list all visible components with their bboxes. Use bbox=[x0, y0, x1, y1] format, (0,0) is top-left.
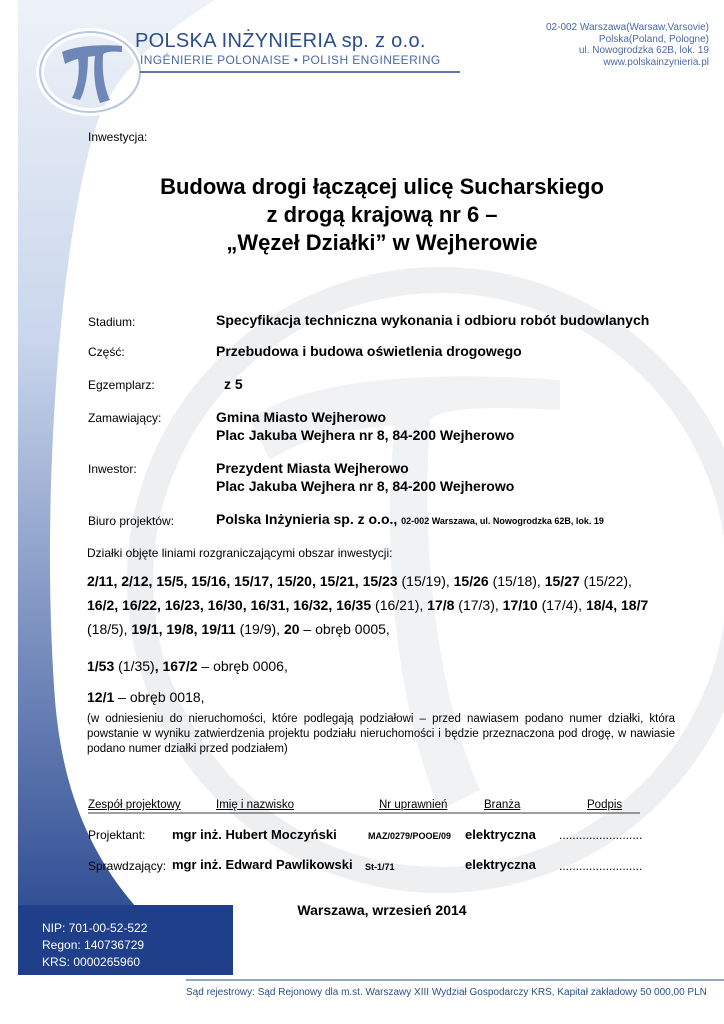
registry-info: Sąd rejestrowy: Sąd Rejonowy dla m.st. Warszawy XIII Wydział Gospodarczy KRS, Kapitał zakładowy 50 000,00 PLN bbox=[186, 987, 707, 998]
parcels-line-1: 2/11, 2/12, 15/5, 15/16, 15/17, 15/20, 15/21, 15/23 (15/19), 15/26 (15/18), 15/27 (15/22), bbox=[87, 573, 632, 589]
designer-branch: elektryczna bbox=[465, 827, 536, 842]
team-header-license: Nr uprawnień bbox=[379, 799, 448, 811]
office-label: Biuro projektów: bbox=[88, 514, 175, 528]
designer-name: mgr inż. Hubert Moczyński bbox=[172, 827, 337, 842]
copy-label: Egzemplarz: bbox=[88, 378, 155, 392]
krs: KRS: 0000265960 bbox=[42, 955, 141, 969]
investor-label: Inwestor: bbox=[88, 462, 137, 476]
stadium-label: Stadium: bbox=[88, 315, 136, 329]
checker-name: mgr inż. Edward Pawlikowski bbox=[172, 857, 353, 872]
parcels-line-4: 1/53 (1/35), 167/2 – obręb 0006, bbox=[87, 658, 288, 674]
company-tagline: INGÉNIERIE POLONAISE • POLISH ENGINEERING bbox=[140, 53, 441, 67]
part-value: Przebudowa i budowa oświetlenia drogowego bbox=[216, 343, 522, 359]
company-registration bbox=[42, 920, 147, 971]
client-address: Plac Jakuba Wejhera nr 8, 84-200 Wejherowo bbox=[216, 427, 515, 443]
nip: NIP: 701-00-52-522 bbox=[42, 921, 148, 935]
header-address bbox=[546, 22, 709, 68]
regon: Regon: 140736729 bbox=[42, 938, 145, 952]
investor-name: Prezydent Miasta Wejherowo bbox=[216, 460, 409, 476]
office-value bbox=[216, 511, 604, 527]
designer-license: MAZ/0279/POOE/09 bbox=[368, 831, 452, 841]
parcels-note: (w odniesieniu do nieruchomości, które podlegają podziałowi – przed nawiasem podano numer działki, która powstanie w wyniku zatwierdzenia projektu podziału nieruchomości i będzie przeznaczona pod drogę, w nawiasie podano numer działki przed podziałem) bbox=[87, 713, 675, 755]
title-line-3: „Węzeł Działki” w Wejherowie bbox=[226, 230, 538, 255]
designer-signature: ......................... bbox=[559, 828, 643, 842]
title-line-1: Budowa drogi łączącej ulicę Sucharskiego bbox=[160, 174, 604, 199]
client-name: Gmina Miasto Wejherowo bbox=[216, 409, 387, 425]
client-label: Zamawiający: bbox=[88, 411, 162, 425]
investment-label: Inwestycja: bbox=[88, 130, 148, 144]
office-address: 02-002 Warszawa, ul. Nowogrodzka 62B, lok. 19 bbox=[401, 516, 604, 526]
team-header-branch: Branża bbox=[484, 799, 521, 811]
checker-role: Sprawdzający: bbox=[88, 859, 167, 873]
parcels-intro: Działki objęte liniami rozgraniczającymi obszar inwestycji: bbox=[87, 546, 393, 560]
team-header-name: Imię i nazwisko bbox=[216, 799, 294, 811]
address-website[interactable]: www.polskainzynieria.pl bbox=[603, 56, 709, 68]
title-line-2: z drogą krajową nr 6 – bbox=[266, 202, 498, 227]
checker-license: St-1/71 bbox=[365, 862, 395, 872]
investor-address: Plac Jakuba Wejhera nr 8, 84-200 Wejherowo bbox=[216, 478, 515, 494]
copy-value: z 5 bbox=[224, 376, 243, 392]
part-label: Część: bbox=[88, 345, 125, 359]
document-title bbox=[90, 173, 674, 257]
parcels-line-5: 12/1 – obręb 0018, bbox=[87, 689, 205, 705]
parcels-line-3: (18/5), 19/1, 19/8, 19/11 (19/9), 20 – obręb 0005, bbox=[87, 621, 390, 637]
stadium-value: Specyfikacja techniczna wykonania i odbioru robót budowlanych bbox=[216, 312, 650, 328]
checker-signature: ......................... bbox=[559, 859, 643, 873]
parcels-list bbox=[87, 569, 687, 641]
address-line-2: Polska(Poland, Pologne) bbox=[598, 33, 709, 45]
parcels-line-2: 16/2, 16/22, 16/23, 16/30, 16/31, 16/32, 16/35 (16/21), 17/8 (17/3), 17/10 (17/4), 18/4, 18/7 bbox=[87, 597, 649, 613]
team-header-signature: Podpis bbox=[587, 799, 623, 811]
designer-role: Projektant: bbox=[88, 828, 146, 842]
address-line-3: ul. Nowogrodzka 62B, lok. 19 bbox=[578, 45, 709, 56]
company-name: POLSKA INŻYNIERIA sp. z o.o. bbox=[135, 30, 426, 52]
team-header-team: Zespół projektowy bbox=[88, 799, 181, 811]
checker-branch: elektryczna bbox=[465, 857, 536, 872]
place-date: Warszawa, wrzesień 2014 bbox=[297, 902, 467, 918]
office-name: Polska Inżynieria sp. z o.o., bbox=[216, 511, 398, 527]
address-line-1: 02-002 Warszawa(Warsaw,Varsovie) bbox=[545, 22, 709, 33]
